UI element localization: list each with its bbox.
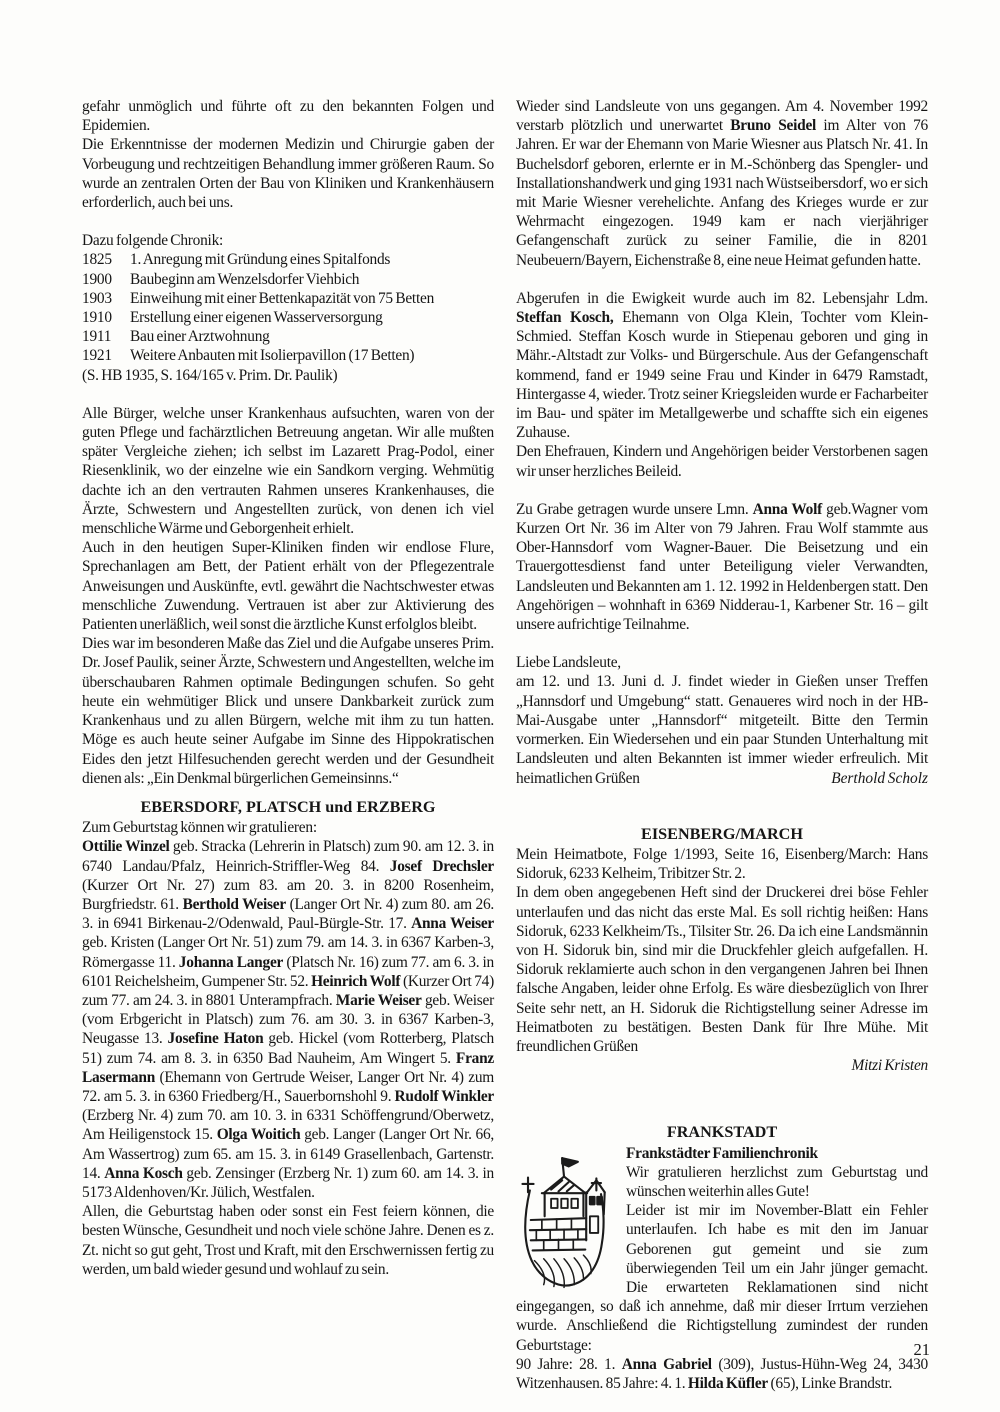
chronicle-text: Erstellung einer eigenen Wasserversorgung	[130, 309, 383, 327]
section-heading-eisenberg: EISENBERG/MARCH	[641, 824, 803, 843]
salutation-line: Liebe Landsleute,	[516, 654, 621, 672]
paragraph-hospital-memories: Alle Bürger, welche unser Krankenhaus aufsuchten, waren von der guten Pflege und fachärztlichen Betreuung angetan. Wir alle mußten später Vergleiche ziehen; ich selbst im Lazarett Prag-Podol, einer Riesenklinik, wo der einzelne wie ein Sandkorn verging. Wehmütig dachte ich an den vertrauten Rahmen unseres Krankenhauses, die Ärzte, Schwestern und Angestellten zurück, von denen ich viel menschliche Wärme und Geborgenheit erhielt.	[82, 404, 494, 538]
chronicle-year: 1903	[82, 289, 112, 307]
paragraph-epidemics: gefahr unmöglich und führte oft zu den bekannten Folgen und Epidemien.	[82, 98, 494, 135]
paragraph-modern-medicine: Die Erkenntnisse der modernen Medizin und Chirurgie gaben der Vorbeugung und rechtzeitigen Behandlung immer größeren Raum. So wurde an zentralen Orten der Bau von Kliniken und Krankenhäusern erforderlich, auch bei uns.	[82, 136, 494, 212]
chronicle-text: 1. Anregung mit Gründung eines Spitalfonds	[130, 251, 391, 269]
frankstadt-correction: Leider ist mir im November-Blatt ein Fehler unterlaufen. Ich habe es mit den im Januar Geborenen gut gemeint und sie zum überwiegenden Teil um ein Jahr jünger gemacht. Die erwarteten Reklamationen sind nicht eingegangen, so daß ich annehme, daß mir dieser Irrtum verziehen wurde. Anschließend die Richtigstellung zumindest der runden Geburtstage:	[516, 1202, 928, 1354]
signature-mitzi-kristen: Mitzi Kristen	[851, 1057, 928, 1075]
chronicle-entry	[82, 289, 494, 308]
blank-line	[516, 634, 928, 653]
frankstadt-birthday-list: 90 Jahre: 28. 1. Anna Gabriel (309), Justus-Hühn-Weg 24, 3430 Witzenhausen. 85 Jahre: 4. 1. Hilda Küfler (65), Linke Brandstr.	[516, 1355, 928, 1392]
chronicle-year: 1825	[82, 251, 112, 269]
chronicle-year: 1900	[82, 270, 112, 288]
eisenberg-body: In dem oben angegebenen Heft sind der Druckerei drei böse Fehler unterlaufen und das nicht das erste Mal. Es soll richtig heißen: Hans Sidoruk, 6233 Kelkheim/Ts., Tilsiter Str. 26. Da ich eine Landsmännin von H. Sidoruk bin, sind mir die Druckfehler gleich aufgefallen. H. Sidoruk reklamierte auch schon in den vergangenen Jahren bei Ihnen falsche Angaben, leider ohne Erfolg. Es wäre diesbezüglich von Ihrer Seite sehr nett, an H. Sidoruk die Richtigstellung seiner Adresse im Heimatboten zu bestätigen. Besten Dank für Ihre Mühe. Mit freundlichen Grüßen	[516, 884, 928, 1055]
chronicle-entry	[82, 250, 494, 269]
section-heading-frankstadt: FRANKSTADT	[666, 1123, 778, 1142]
chronicle-list	[82, 250, 494, 365]
frankstadt-coat-of-arms-icon	[516, 1146, 613, 1294]
obituary-steffan-kosch: Abgerufen in die Ewigkeit wurde auch im 82. Lebensjahr Ldm. Steffan Kosch, Ehemann von Olga Klein, Tochter vom Klein-Schmied. Steffan Kosch wurde in Stiepenau geboren und ging in Mähr.-Altstadt zur Volks- und Bürgerschule. Aus der Gefangenschaft kommend, fand er 1949 seine Frau und Kinder in 6479 Ramstadt, Hintergasse 4, wieder. Trotz seiner Kriegsleiden wurde er Facharbeiter im Bau- und später im Metallgewerbe und schaffte sich ein eigenes Zuhause.	[516, 289, 928, 442]
eisenberg-intro: Mein Heimatbote, Folge 1/1993, Seite 16, Eisenberg/March: Hans Sidoruk, 6233 Kelheim, Tribitzer Str. 2.	[516, 845, 928, 883]
birthday-closing: Allen, die Geburtstag haben oder sonst ein Fest feiern können, die besten Wünsche, Gesundheit und noch viele schöne Jahre. Denen es z. Zt. nicht so gut geht, Trost und Kraft, mit den Erschwernissen fertig zu werden, um bald wieder gesund und wohlauf zu sein.	[82, 1203, 494, 1278]
chronicle-year: 1910	[82, 309, 112, 327]
blank-line	[516, 481, 928, 500]
paragraph-super-clinics: Auch in den heutigen Super-Kliniken finden wir endlose Flure, Sprechanlagen am Bett, der Patient erhält von der Pflegezentrale Anweisungen und Auskünfte, evtl. gewährt die Nachtschwester etwas menschliche Zuwendung. Vertrauen ist aber zur Aktivierung des Patienten unerläßlich, weil sonst die ärztliche Kunst erfolglos bleibt.	[82, 539, 494, 634]
meeting-text: am 12. und 13. Juni d. J. findet wieder in Gießen unser Treffen „Hannsdorf und Umgebung“ statt. Genaueres wird noch in der HB-Mai-Ausgabe unter „Hannsdorf“ mitgeteilt. Bitte den Termin vormerken. Ein Wiedersehen und ein paar Stunden Unterhaltung mit Landsleuten und alten Bekannten ist immer wieder erfreulich. Mit heimatlichen Grüßen	[516, 673, 928, 787]
two-column-layout	[82, 97, 928, 1393]
chronicle-year: 1911	[82, 328, 112, 346]
signature-berthold-scholz: Berthold Scholz	[831, 769, 928, 787]
chronicle-text: Einweihung mit einer Bettenkapazität von 75 Betten	[130, 289, 435, 307]
blank-line	[82, 212, 494, 231]
chronicle-text: Baubeginn am Wenzelsdorfer Viehbich	[130, 270, 360, 288]
chronicle-title: Dazu folgende Chronik:	[82, 232, 224, 250]
chronicle-year: 1921	[82, 347, 112, 365]
condolence-line: Den Ehefrauen, Kindern und Angehörigen beider Verstorbenen sagen wir unser herzliches Beileid.	[516, 443, 928, 480]
blank-line	[516, 270, 928, 289]
birthday-list: Ottilie Winzel geb. Stracka (Lehrerin in Platsch) zum 90. am 12. 3. in 6740 Landau/Pfalz, Heinrich-Striffler-Weg 84. Josef Drechsler (Kurzer Ort Nr. 27) zum 83. am 20. 3. in 8200 Rosenheim, Burgfriedstr. 61. Berthold Weiser (Langer Ort Nr. 4) zum 80. am 26. 3. in 6941 Birkenau-2/Odenwald, Paul-Bürgle-Str. 17. Anna Weiser geb. Kristen (Langer Ort Nr. 51) zum 79. am 14. 3. in 6367 Karben-3, Römergasse 11. Johanna Langer (Platsch Nr. 16) zum 77. am 6. 3. in 6101 Reichelsheim, Gumpener Str. 52. Heinrich Wolf (Kurzer Ort 74) zum 77. am 24. 3. in 8801 Unterampfrach. Marie Weiser geb. Weiser (vom Erbgericht in Platsch) zum 76. am 30. 3. in 6367 Karben-3, Neugasse 13. Josefine Haton geb. Hickel (vom Rotterberg, Platsch 51) zum 74. am 8. 3. in 6350 Bad Nauheim, Am Wingert 5. Franz Lasermann (Ehemann von Gertrude Weiser, Langer Ort Nr. 4) zum 72. am 5. 3. in 6360 Friedberg/H., Sauerbornshohl 9. Rudolf Winkler (Erzberg Nr. 4) zum 70. am 10. 3. in 6331 Schöffengrund/Oberwetz, Am Heiligenstock 15. Olga Woitich geb. Langer (Langer Ort Nr. 66, Am Wassertrog) zum 65. am 15. 3. in 6149 Grasellenbach, Gartenstr. 14. Anna Kosch geb. Zensinger (Erzberg Nr. 1) zum 60. am 14. 3. in 5173 Aldenhoven/Kr. Jülich, Westfalen.	[82, 838, 495, 1201]
obituary-bruno-seidel: Wieder sind Landsleute von uns gegangen. Am 4. November 1992 verstarb plötzlich und unerwartet Bruno Seidel im Alter von 76 Jahren. Er war der Ehemann von Marie Wiesner aus Platsch Nr. 41. In Buchelsdorf geboren, erlernte er in M.-Schönberg das Spengler- und Installationshandwerk und ging 1931 nach Wüstseibersdorf, wo er sich mit Marie Wiesner verehelichte. Anfang des Krieges wurde er zur Wehrmacht eingezogen. 1949 kam er nach vierjähriger Gefangenschaft zurück zu seiner Familie, die in 8201 Neubeuern/Bayern, Eichenstraße 8, eine neue Heimat gefunden hatte.	[516, 98, 928, 269]
page-number: 21	[913, 1340, 930, 1359]
birthday-intro: Zum Geburtstag können wir gratulieren:	[82, 819, 317, 837]
meeting-announcement	[516, 672, 928, 787]
frankstadt-section	[516, 1144, 928, 1394]
chronicle-text: Weitere Anbauten mit Isolierpavillon (17 Betten)	[130, 347, 415, 365]
chronicle-entry	[82, 346, 494, 365]
blank-line	[82, 385, 494, 404]
chronicle-entry	[82, 308, 494, 327]
left-column	[82, 97, 494, 1393]
chronicle-entry	[82, 270, 494, 289]
section-heading-ebersdorf: EBERSDORF, PLATSCH und ERZBERG	[140, 797, 436, 816]
paragraph-dr-paulik: Dies war im besonderen Maße das Ziel und die Aufgabe unseres Prim. Dr. Josef Paulik, seiner Ärzte, Schwestern und Angestellten, welche im überschaubaren Rahmen optimale Bedingungen schufen. So geht heute ein wehmütiger Blick und unsere Dankbarkeit zurück zum Krankenhaus und zu allen Bürgern, welche mit ihm zu tun hatten. Möge es auch heute seiner Aufgabe im Sinne des Hippokratischen Eides den jetzt Hilfesuchenden gerecht werden und der Gesundheit dienen als: „Ein Denkmal bürgerlichen Gemeinsinns.“	[82, 635, 494, 787]
chronicle-source: (S. HB 1935, S. 164/165 v. Prim. Dr. Paulik)	[82, 366, 338, 384]
chronicle-text: Bau einer Arztwohnung	[130, 328, 270, 346]
right-column	[516, 97, 928, 1393]
chronicle-entry	[82, 327, 494, 346]
frankstadt-greeting: Wir gratulieren herzlichst zum Geburtstag und wünschen weiterhin alles Gute!	[626, 1163, 928, 1200]
frankstadt-title: Frankstädter Familienchronik	[626, 1144, 818, 1162]
obituary-anna-wolf: Zu Grabe getragen wurde unsere Lmn. Anna Wolf geb.Wagner vom Kurzen Ort Nr. 36 im Alter von 79 Jahren. Frau Wolf stammte aus Ober-Hannsdorf vom Wagner-Bauer. Die Beisetzung und ein Trauergottesdienst fand unter Beteiligung vieler Verwandten, Landsleuten und Bekannten am 1. 12. 1992 in Heldenbergen statt. Den Angehörigen – wohnhaft in 6369 Nidderau-1, Karbener Str. 16 – gilt unsere aufrichtige Teilnahme.	[516, 500, 928, 634]
